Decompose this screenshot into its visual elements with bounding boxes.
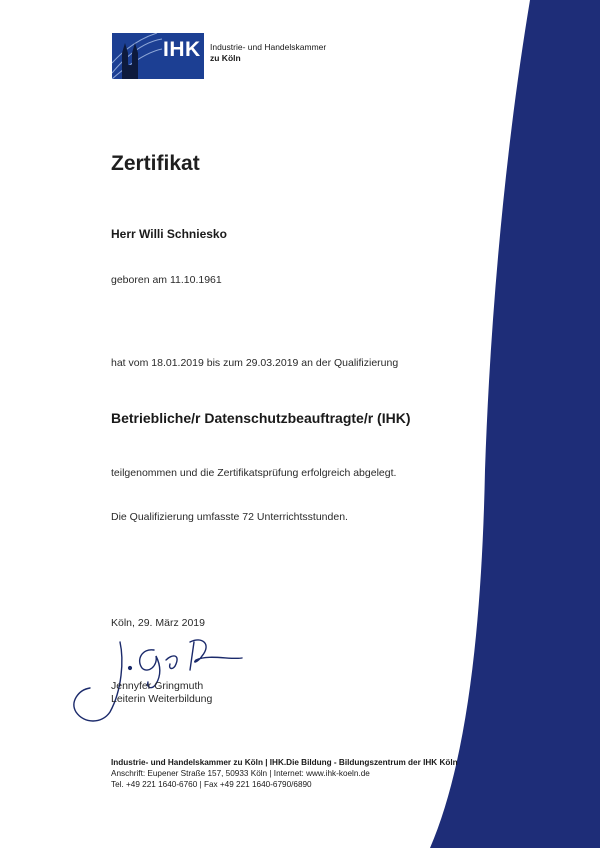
signer-role: Leiterin Weiterbildung — [111, 693, 213, 705]
training-hours: Die Qualifizierung umfasste 72 Unterrichtsstunden. — [111, 511, 348, 523]
signer-block — [111, 680, 212, 706]
footer-line-3: Tel. +49 221 1640-6760 | Fax +49 221 1640-6790/6890 — [111, 780, 312, 789]
logo-chamber-name — [210, 42, 326, 63]
recipient-name: Herr Willi Schniesko — [111, 227, 227, 241]
qualification-period: hat vom 18.01.2019 bis zum 29.03.2019 an der Qualifizierung — [111, 357, 399, 369]
birth-date: geboren am 11.10.1961 — [111, 274, 222, 286]
logo-line-1: Industrie- und Handelskammer — [210, 42, 327, 52]
signer-name: Jennyfer Gringmuth — [111, 680, 204, 692]
handwritten-signature — [62, 620, 262, 730]
logo-wordmark: IHK — [163, 38, 201, 61]
place-and-date: Köln, 29. März 2019 — [111, 617, 205, 629]
logo-line-2: zu Köln — [210, 52, 241, 63]
footer-line-2: Anschrift: Eupener Straße 157, 50933 Köln | Internet: www.ihk-koeln.de — [111, 769, 370, 778]
qualification-title: Betriebliche/r Datenschutzbeauftragte/r (IHK) — [111, 410, 411, 426]
decorative-blue-band — [410, 0, 600, 848]
footer — [111, 757, 458, 790]
band-shape — [410, 0, 600, 848]
ihk-logo — [112, 33, 204, 79]
exam-result: teilgenommen und die Zertifikatsprüfung erfolgreich abgelegt. — [111, 467, 397, 479]
certificate-title: Zertifikat — [111, 152, 200, 175]
footer-line-1: Industrie- und Handelskammer zu Köln | IHK.Die Bildung - Bildungszentrum der IHK Köln — [111, 758, 458, 767]
